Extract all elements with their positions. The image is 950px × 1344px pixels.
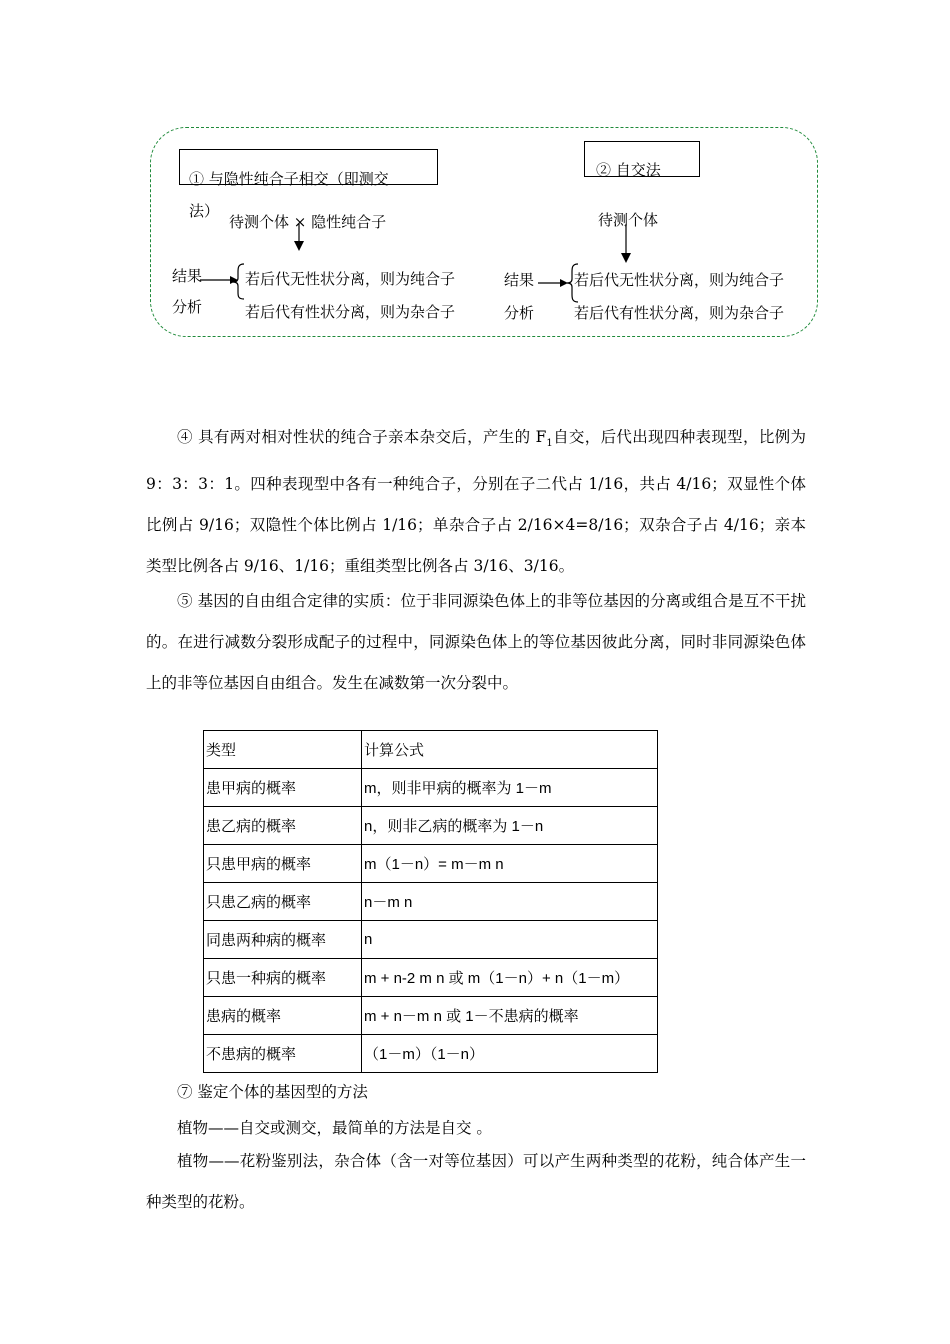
- paragraph-7-body: [146, 1141, 806, 1223]
- para7-title: ⑦ 鉴定个体的基因型的方法: [177, 1083, 368, 1101]
- left-outcome-segregation: 若后代有性状分离，则为杂合子: [245, 303, 456, 321]
- right-outcome-segregation: 若后代有性状分离，则为杂合子: [574, 304, 785, 322]
- table-row: [204, 921, 658, 959]
- table-cell-type: 不患病的概率: [204, 1035, 362, 1073]
- table-cell-formula: （1－m）（1－n）: [362, 1035, 658, 1073]
- para4-text-b: 自交，后代出现四种表现型，比例为 9：3：3：1。四种表现型中各有一种纯合子，分别在子二代占 1/16，共占 4/16；双显性个体比例占 9/16；双隐性个体比例占 1/16；单杂合子占 2/16×4=8/16；双杂合子占 4/16；亲本类型比例各占 9/16、1/16；重组类型比例各占 3/16、3/16。: [146, 428, 806, 576]
- selfing-subject-label: 待测个体: [598, 211, 659, 229]
- table-cell-formula: m + n-2 m n 或 m（1－n）+ n（1－m）: [362, 959, 658, 997]
- table-cell-formula: m，则非甲病的概率为 1－m: [362, 769, 658, 807]
- right-down-arrowhead: [621, 253, 631, 263]
- left-result-label-2: 分析: [172, 298, 203, 316]
- testcross-cross-label: 待测个体 × 隐性纯合子: [229, 213, 387, 231]
- para7-line2: 植物——花粉鉴别法，杂合体（含一对等位基因）可以产生两种类型的花粉，纯合体产生一种类型的花粉。: [146, 1152, 806, 1211]
- table-header-formula: 计算公式: [362, 731, 658, 769]
- table-row: [204, 845, 658, 883]
- probability-formula-table: [203, 730, 658, 1073]
- para4-subscript: 1: [546, 438, 553, 450]
- right-outcome-no-segregation: 若后代无性状分离，则为纯合子: [574, 271, 785, 289]
- table-cell-type: 只患一种病的概率: [204, 959, 362, 997]
- right-result-arrowhead: [560, 279, 568, 287]
- table-header-type: 类型: [204, 731, 362, 769]
- table-cell-formula: n，则非乙病的概率为 1－n: [362, 807, 658, 845]
- testcross-title-cont: 法）: [189, 202, 220, 220]
- table-cell-formula: n: [362, 921, 658, 959]
- table-row: [204, 883, 658, 921]
- paragraph-4: [146, 417, 806, 587]
- testcross-title: ① 与隐性纯合子相交（即测交: [189, 170, 389, 188]
- paragraph-5: [146, 581, 806, 704]
- selfing-title: ② 自交法: [596, 161, 661, 179]
- para4-text-a: ④ 具有两对相对性状的纯合子亲本杂交后，产生的 F: [177, 428, 547, 446]
- table-row: [204, 997, 658, 1035]
- left-down-arrowhead: [294, 241, 304, 251]
- table-cell-formula: n－m n: [362, 883, 658, 921]
- table-header-row: [204, 731, 658, 769]
- table-row: [204, 769, 658, 807]
- table-row: [204, 1035, 658, 1073]
- diagram-connectors: [0, 0, 950, 400]
- table-cell-type: 患甲病的概率: [204, 769, 362, 807]
- table-cell-formula: m（1－n）= m－m n: [362, 845, 658, 883]
- right-brace: [567, 264, 578, 302]
- table-row: [204, 807, 658, 845]
- table-row: [204, 959, 658, 997]
- left-outcome-no-segregation: 若后代无性状分离，则为纯合子: [245, 270, 456, 288]
- table-cell-type: 只患乙病的概率: [204, 883, 362, 921]
- table-cell-type: 患乙病的概率: [204, 807, 362, 845]
- para5-text: ⑤ 基因的自由组合定律的实质：位于非同源染色体上的非等位基因的分离或组合是互不干扰的。在进行减数分裂形成配子的过程中，同源染色体上的等位基因彼此分离，同时非同源染色体上的非等位基因自由组合。发生在减数第一次分裂中。: [146, 592, 806, 692]
- para7-line1: 植物——自交或测交，最简单的方法是自交 。: [177, 1119, 492, 1137]
- table-cell-formula: m + n－m n 或 1－不患病的概率: [362, 997, 658, 1035]
- table-cell-type: 只患甲病的概率: [204, 845, 362, 883]
- right-result-label-1: 结果: [504, 271, 535, 289]
- left-result-label-1: 结果: [172, 267, 203, 285]
- right-result-label-2: 分析: [504, 304, 535, 322]
- table-cell-type: 患病的概率: [204, 997, 362, 1035]
- left-brace: [233, 264, 244, 299]
- table-cell-type: 同患两种病的概率: [204, 921, 362, 959]
